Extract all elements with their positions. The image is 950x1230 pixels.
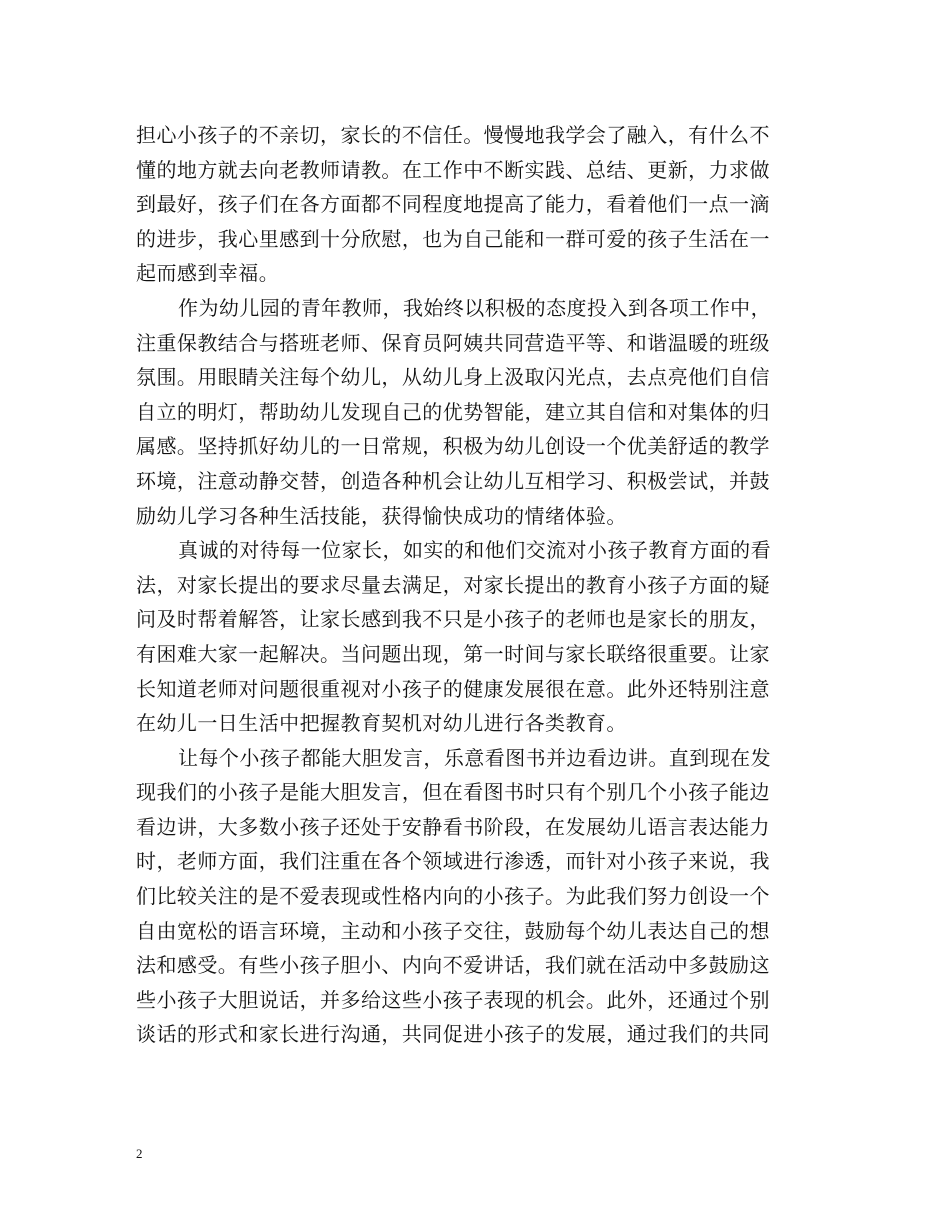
text-line: 起而感到幸福。 (136, 261, 280, 286)
page-number: 2 (136, 1146, 143, 1161)
text-line: 时，老师方面，我们注重在各个领域进行渗透，而针对小孩子来说，我 (136, 849, 770, 874)
text-line: 属感。坚持抓好幼儿的一日常规，积极为幼儿创设一个优美舒适的教学 (136, 434, 770, 459)
text-line: 励幼儿学习各种生活技能，获得愉快成功的情绪体验。 (136, 503, 627, 528)
text-line: 注重保教结合与搭班老师、保育员阿姨共同营造平等、和谐温暖的班级 (136, 330, 770, 355)
text-line: 谈话的形式和家长进行沟通，共同促进小孩子的发展，通过我们的共同 (136, 1022, 770, 1047)
text-line: 们比较关注的是不爱表现或性格内向的小孩子。为此我们努力创设一个 (136, 884, 770, 909)
text-line: 法，对家长提出的要求尽量去满足，对家长提出的教育小孩子方面的疑 (136, 572, 770, 597)
text-line: 懂的地方就去向老教师请教。在工作中不断实践、总结、更新，力求做 (136, 157, 770, 182)
text-line: 在幼儿一日生活中把握教育契机对幼儿进行各类教育。 (136, 711, 627, 736)
paragraph-first-line: 让每个小孩子都能大胆发言，乐意看图书并边看边讲。直到现在发 (178, 745, 772, 770)
document-body (136, 118, 816, 1052)
text-line: 长知道老师对问题很重视对小孩子的健康发展很在意。此外还特别注意 (136, 676, 770, 701)
text-line: 问及时帮着解答，让家长感到我不只是小孩子的老师也是家长的朋友， (136, 607, 770, 632)
text-line: 些小孩子大胆说话，并多给这些小孩子表现的机会。此外，还通过个别 (136, 987, 770, 1012)
text-line: 现我们的小孩子是能大胆发言，但在看图书时只有个别几个小孩子能边 (136, 780, 770, 805)
text-line: 环境，注意动静交替，创造各种机会让幼儿互相学习、积极尝试，并鼓 (136, 468, 770, 493)
text-line: 看边讲，大多数小孩子还处于安静看书阶段，在发展幼儿语言表达能力 (136, 814, 770, 839)
paragraph-first-line: 真诚的对待每一位家长，如实的和他们交流对小孩子教育方面的看 (178, 538, 772, 563)
text-line: 法和感受。有些小孩子胆小、内向不爱讲话，我们就在活动中多鼓励这 (136, 953, 770, 978)
text-line: 到最好，孩子们在各方面都不同程度地提高了能力，看着他们一点一滴 (136, 192, 770, 217)
text-line: 自立的明灯，帮助幼儿发现自己的优势智能，建立其自信和对集体的归 (136, 399, 770, 424)
text-line: 担心小孩子的不亲切，家长的不信任。慢慢地我学会了融入，有什么不 (136, 123, 770, 147)
text-line: 的进步，我心里感到十分欣慰，也为自己能和一群可爱的孩子生活在一 (136, 226, 770, 251)
text-line: 有困难大家一起解决。当问题出现，第一时间与家长联络很重要。让家 (136, 641, 770, 666)
text-line: 氛围。用眼睛关注每个幼儿，从幼儿身上汲取闪光点，去点亮他们自信 (136, 365, 770, 390)
paragraph-first-line: 作为幼儿园的青年教师，我始终以积极的态度投入到各项工作中， (178, 295, 772, 320)
text-line: 自由宽松的语言环境，主动和小孩子交往，鼓励每个幼儿表达自己的想 (136, 918, 770, 943)
